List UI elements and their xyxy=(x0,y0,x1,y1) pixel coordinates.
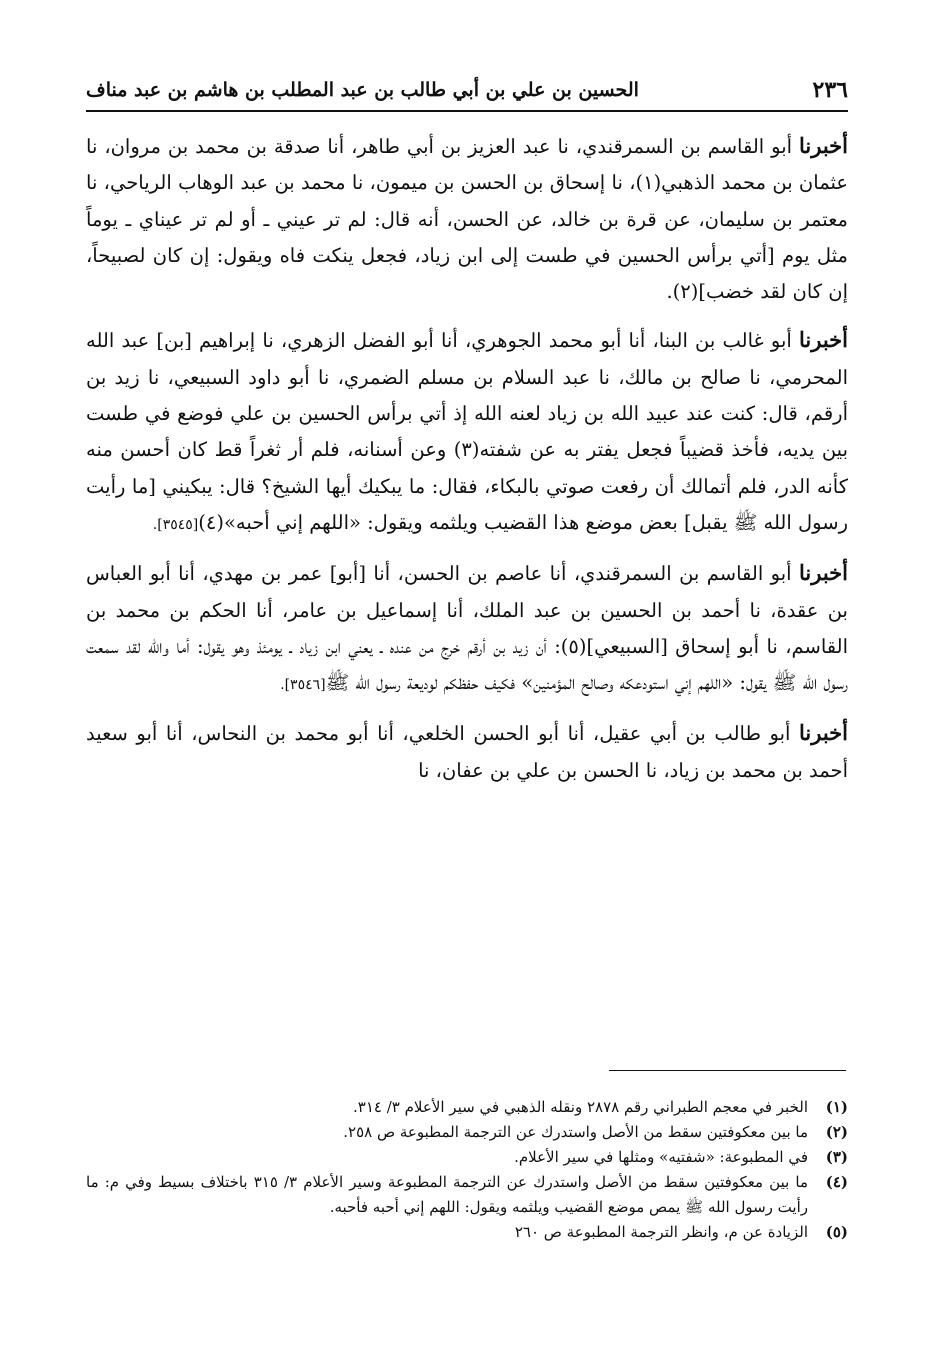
footnote xyxy=(86,1170,848,1220)
footnote-number: (٣) xyxy=(825,1148,848,1166)
footnote xyxy=(86,1095,848,1120)
paragraph-lead: أخبرنا xyxy=(799,327,848,353)
page-header xyxy=(86,70,848,112)
footnote xyxy=(86,1220,848,1245)
main-text xyxy=(86,128,848,801)
footnotes xyxy=(86,1095,848,1245)
footnote-text: في المطبوعة: «شفتيه» ومثلها في سير الأعلام. xyxy=(514,1148,808,1166)
hadith-number: [٣٥٤٦]. xyxy=(280,677,326,694)
paragraph xyxy=(86,555,848,703)
running-title: الحسين بن علي بن أبي طالب بن عبد المطلب بن هاشم بن عبد مناف xyxy=(86,79,639,101)
footnote-number: (٥) xyxy=(825,1223,848,1241)
page-number: ٢٣٦ xyxy=(812,77,848,103)
footnote-number: (١) xyxy=(825,1098,848,1116)
footnote-text: الخبر في معجم الطبراني رقم ٢٨٧٨ ونقله الذهبي في سير الأعلام ٣/ ٣١٤. xyxy=(353,1098,808,1116)
footnote-number: (٤) xyxy=(825,1173,848,1191)
paragraph xyxy=(86,128,848,310)
footnote-number: (٢) xyxy=(825,1123,848,1141)
paragraph-text: أبو طالب بن أبي عقيل، أنا أبو الحسن الخلعي، أنا أبو محمد بن النحاس، أنا أبو سعيد أحمد بن محمد بن زياد، نا الحسن بن علي بن عفان، نا xyxy=(86,722,848,782)
paragraph-lead: أخبرنا xyxy=(799,720,848,746)
paragraph xyxy=(86,715,848,789)
footnote-divider xyxy=(609,1070,846,1071)
footnote-text: ما بين معكوفتين سقط من الأصل واستدرك عن الترجمة المطبوعة وسير الأعلام ٣/ ٣١٥ باختلاف بسيط وفي م: ما رأيت رسول الله ﷺ يمص موضع القضيب ويلثمه ويقول: اللهم إني أحبه فأحبه. xyxy=(86,1173,808,1216)
paragraph-lead: أخبرنا xyxy=(799,560,848,586)
footnote xyxy=(86,1145,848,1170)
footnote xyxy=(86,1120,848,1145)
hadith-number: [٣٥٤٥]. xyxy=(152,516,199,533)
paragraph-text: أبو القاسم بن السمرقندي، أنا عاصم بن الحسن، أنا [أبو] عمر بن مهدي، أنا أبو العباس بن عقدة، نا أحمد بن الحسين بن عبد الملك، أنا إسماعيل بن عامر، أنا الحكم بن محمد بن القاسم، نا أبو إسحاق [السبيعي](٥): أن زيد بن أرقم خرج من عنده ـ يعني ابن زياد ـ يومئذ وهو يقول: أما والله لقد سمعت رسول الله ﷺ يقول: «اللهم إني استودعكه وصالح المؤمنين» فكيف حفظكم لوديعة رسول الله ﷺ xyxy=(86,562,849,695)
paragraph-lead: أخبرنا xyxy=(799,133,848,158)
paragraph-text: أبو القاسم بن السمرقندي، نا عبد العزيز بن أبي طاهر، أنا صدقة بن محمد بن مروان، نا عثمان بن محمد الذهبي(١)، نا إسحاق بن الحسن بن ميمون، نا محمد بن عبد الوهاب الرياحي، نا معتمر بن سليمان، عن قرة بن خالد، عن الحسن، أنه قال: لم تر عيني ـ أو لم تر عيناي ـ يوماً مثل يوم [أتي برأس الحسين في طست إلى ابن زياد، فجعل ينكت فاه ويقول: إن كان لصبيحاً، إن كان لقد خضب](٢). xyxy=(86,135,848,304)
paragraph xyxy=(86,322,848,543)
footnote-text: ما بين معكوفتين سقط من الأصل واستدرك عن الترجمة المطبوعة ص ٢٥٨. xyxy=(343,1123,808,1141)
paragraph-text: أبو غالب بن البنا، أنا أبو محمد الجوهري، أنا أبو الفضل الزهري، نا إبراهيم [بن] عبد الله المحرمي، نا صالح بن مالك، نا عبد السلام بن مسلم الضمري، نا أبو داود السبيعي، نا زيد بن أرقم، قال: كنت عند عبيد الله بن زياد لعنه الله إذ أتي برأس الحسين بن علي فوضع في طست بين يديه، فأخذ قضيباً فجعل يفتر به عن شفته(٣) وعن أسنانه، فلم أر ثغراً قط كان أحسن منه كأنه الدر، فلم أتمالك أن رفعت صوتي بالبكاء، فقال: ما يبكيك أيها الشيخ؟ قال: يبكيني [ما رأيت رسول الله ﷺ يقبل] بعض موضع هذا القضيب ويلثمه ويقول: «اللهم إني أحبه»(٤) xyxy=(86,329,848,534)
footnote-text: الزيادة عن م، وانظر الترجمة المطبوعة ص ٢٦٠ xyxy=(514,1223,808,1241)
